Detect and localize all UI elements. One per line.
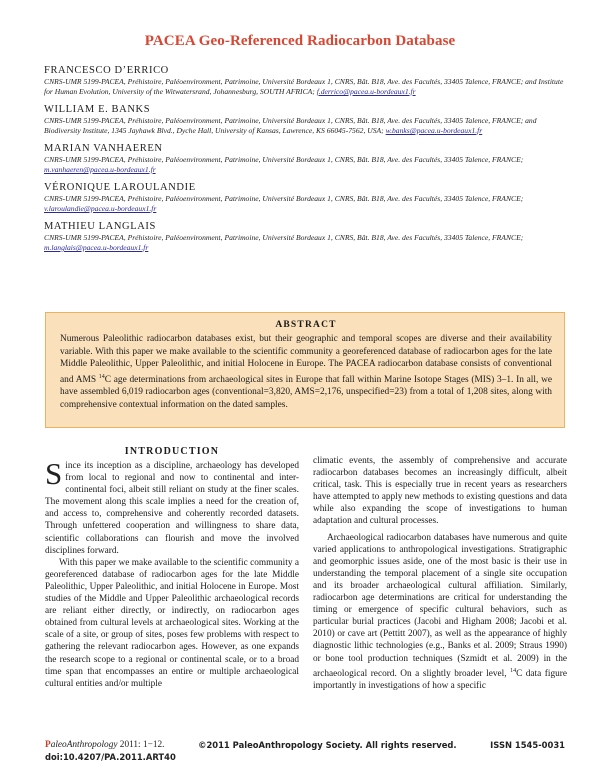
paragraph-text: Archaeological radiocarbon databases have numerous and quite varied applications to anthropological investigations. Stratigraphic and geomorphic issues aside, one of the most basic is their use in understanding the temporal placement of a single site occupation and its broader archaeological cultural affiliation. Similarly, radiocarbon age determinations are critical for understanding the timing or emergence of specific cultural behaviors, such as particular burial practices (Jacobi and Higham 2008; Jacobi et al. 2010) or cave art (Pettitt 2007), as well as the appearance of highly diagnostic lithic technologies (e.g., Banks et al. 2009; Straus 1990) or bone tool production techniques (Szmidt et al. 2009) in the archaeological record. On a slightly broader level, <box>313 532 567 679</box>
author-email-link[interactable]: m.vanhaeren@pacea.u-bordeaux1.fr <box>44 165 156 174</box>
affiliation-text: CNRS-UMR 5199-PACEA, Préhistoire, Paléoenvironment, Patrimoine, Université Bordeaux 1, CNRS, Bât. B18, Ave. des Facultés, 33405 Talence, FRANCE; and Institute for Human Evolution, University of the Witwatersrand, Johannesburg, SOUTH AFRICA; <box>44 77 564 96</box>
author-email-link[interactable]: m.langlais@pacea.u-bordeaux1.fr <box>44 243 149 252</box>
author-affiliation <box>44 77 564 97</box>
author-affiliation <box>44 155 564 175</box>
section-heading: INTRODUCTION <box>124 446 220 457</box>
author-entry <box>44 142 564 175</box>
journal-initial: P <box>45 740 51 750</box>
affiliation-text: CNRS-UMR 5199-PACEA, Préhistoire, Paléoenvironment, Patrimoine, Université Bordeaux 1, CNRS, Bât. B18, Ave. des Facultés, 33405 Talence, FRANCE; <box>44 233 524 242</box>
superscript: 14 <box>98 373 105 380</box>
author-name: VÉRONIQUE LAROULANDIE <box>44 182 196 193</box>
drop-cap: S <box>45 456 63 491</box>
author-entry <box>44 220 564 253</box>
right-column <box>313 455 567 692</box>
paragraph <box>45 456 299 557</box>
author-name: FRANCESCO D’ERRICO <box>44 65 169 76</box>
copyright-notice: ©2011 PaleoAnthropology Society. All rights reserved. <box>198 740 457 750</box>
journal-citation <box>45 739 164 751</box>
doi: doi:10.4207/PA.2011.ART40 <box>45 752 176 762</box>
author-email-link[interactable]: v.laroulandie@pacea.u-bordeaux1.fr <box>44 204 157 213</box>
abstract-text <box>60 333 552 411</box>
affiliation-text: CNRS-UMR 5199-PACEA, Préhistoire, Paléoenvironment, Patrimoine, Université Bordeaux 1, CNRS, Bât. B18, Ave. des Facultés, 33405 Talence, FRANCE; and Biodiversity Institute, 1345 Jayhawk Blvd., Dyche Hall, University of Kansas, Lawrence, KS 66045-7562, USA; <box>44 116 537 135</box>
author-email-link[interactable]: w.banks@pacea.u-bordeaux1.fr <box>385 126 483 135</box>
author-name: MARIAN VANHAEREN <box>44 143 163 154</box>
abstract-text-part: Numerous Paleolithic radiocarbon databases exist, but their geographic and temporal scopes are diverse and their availability variable. With this paper we make available to the scientific community a georeferenced database of radiocarbon ages for the late Middle Paleolithic, Upper Paleolithic, and initial Holocene in Europe. The PACEA radiocarbon database consists of conventional and AMS <box>60 334 552 385</box>
author-name: MATHIEU LANGLAIS <box>44 221 156 232</box>
journal-name: aleoAnthropology <box>50 740 118 750</box>
affiliation-text: CNRS-UMR 5199-PACEA, Préhistoire, Paléoenvironment, Patrimoine, Université Bordeaux 1, CNRS, Bât. B18, Ave. des Facultés, 33405 Talence, FRANCE; <box>44 194 524 203</box>
paragraph-text: C data figure importantly in investigations of how a specific <box>313 668 567 691</box>
author-list <box>44 64 564 259</box>
left-column <box>45 446 299 690</box>
author-name: WILLIAM E. BANKS <box>44 104 151 115</box>
issn: ISSN 1545-0031 <box>490 740 565 750</box>
journal-pages: 2011: 1−12. <box>117 740 165 750</box>
author-email-link[interactable]: f.derrico@pacea.u-bordeaux1.fr <box>316 87 416 96</box>
author-affiliation <box>44 233 564 253</box>
author-entry <box>44 64 564 97</box>
author-affiliation <box>44 194 564 214</box>
page-footer <box>45 739 565 763</box>
abstract-text-part: C age determinations from archaeological sites in Europe that fall within Marine Isotope Stages (MIS) 3–1. In all, we have assembled 6,019 radiocarbon ages (conventional=3,820, AMS=2,176, unspecified=23) from a total of 1,208 sites, along with comprehensive contextual information on the dated samples. <box>60 374 552 410</box>
superscript: 14 <box>510 667 517 674</box>
abstract-heading: ABSTRACT <box>275 320 337 330</box>
author-entry <box>44 181 564 214</box>
paragraph <box>313 532 567 692</box>
abstract-box <box>45 312 565 428</box>
page-title: PACEA Geo-Referenced Radiocarbon Database <box>144 33 456 49</box>
footer-row <box>45 739 565 751</box>
paragraph: climatic events, the assembly of comprehensive and accurate radiocarbon databases becomes an increasingly difficult, albeit critical, task. This is especially true in recent years as researchers have attempted to apply new methods to existing questions and data while also expanding the scope of investigations to human adaptation and cultural processes. <box>313 456 567 527</box>
affiliation-text: CNRS-UMR 5199-PACEA, Préhistoire, Paléoenvironment, Patrimoine, Université Bordeaux 1, CNRS, Bât. B18, Ave. des Facultés, 33405 Talence, FRANCE; <box>44 155 524 164</box>
author-affiliation <box>44 116 564 136</box>
paragraph: With this paper we make available to the scientific community a georeferenced database of radiocarbon ages for the late Middle Paleolithic, Upper Paleolithic, and initial Holocene in Europe. Most studies of the Middle and Upper Paleolithic archaeological records are reliant either directly, or indirectly, on radiocarbon ages obtained from cultural levels at archaeological sites. Working at the scale of a site, or group of sites, poses few problems with respect to gathering the relevant radiocarbon ages. However, as one expands the research scope to a regional or continental scale, or to a broad time span that encompasses an entire or multiple archaeological cultural entities and/or multiple <box>45 557 299 689</box>
paragraph-text: ince its inception as a discipline, archaeology has developed from local to regional and now to continental and inter-continental foci, albeit still reliant on study at the finer scales. The movement along this scale implies a need for the creation of, and access to, comprehensive and coherently recorded datasets. Through unfettered cooperation and willingness to share data, scientific collaborations can flourish and move the involved disciplines forward. <box>45 461 299 556</box>
author-entry <box>44 103 564 136</box>
